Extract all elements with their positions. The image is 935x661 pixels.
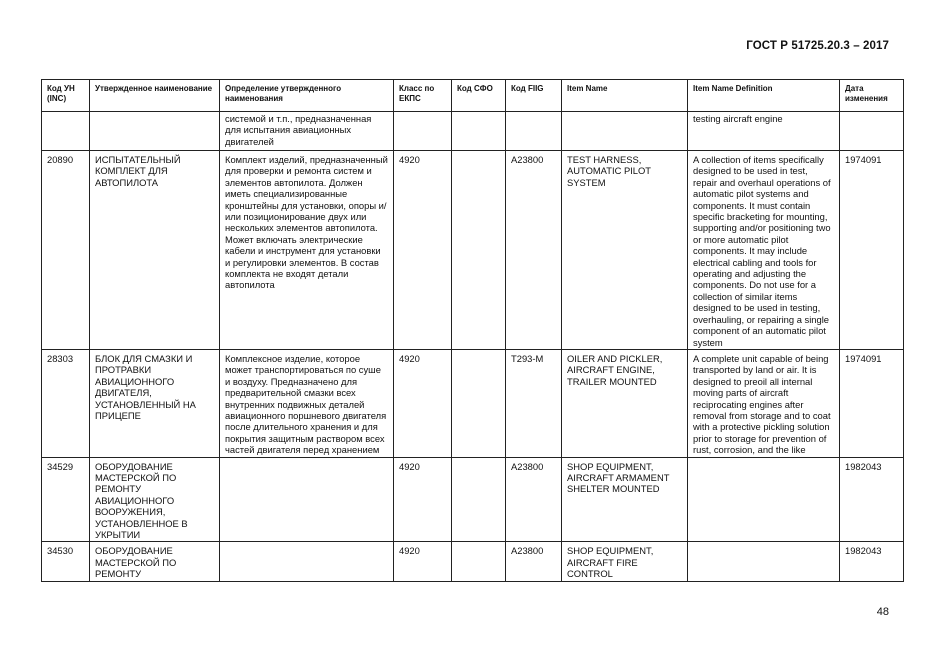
cell-name-ru — [90, 112, 220, 151]
cell-class: 4920 — [394, 349, 452, 457]
cell-class: 4920 — [394, 151, 452, 350]
column-header-sfo: Код СФО — [452, 80, 506, 112]
cell-date: 1982043 — [840, 542, 904, 581]
column-header-fiig: Код FIIG — [506, 80, 562, 112]
cell-item-definition: A collection of items specifically designed to be used in test, repair and overhaul operations of automatic pilot systems and components. It must contain specific bracketing for mounting, supporting and/or positioning two or more automatic pilot components. It may include electrical cabling and tools for operating and adjusting the components. Do not use for a collection of similar items designed to be used in testing, overhauling, or repairing a single component of an automatic pilot system — [688, 151, 840, 350]
table-row — [42, 349, 904, 457]
column-header-item-name: Item Name — [562, 80, 688, 112]
document-standard-header: ГОСТ Р 51725.20.3 – 2017 — [746, 40, 889, 52]
cell-name-ru: ИСПЫТАТЕЛЬНЫЙ КОМПЛЕКТ ДЛЯ АВТОПИЛОТА — [90, 151, 220, 350]
table-row — [42, 542, 904, 581]
cell-code: 34530 — [42, 542, 90, 581]
column-header-name-ru: Утвержденное наименование — [90, 80, 220, 112]
cell-fiig: A23800 — [506, 542, 562, 581]
cell-date: 1974091 — [840, 349, 904, 457]
cell-fiig: A23800 — [506, 457, 562, 542]
cell-fiig: T293-M — [506, 349, 562, 457]
cell-sfo — [452, 112, 506, 151]
cell-item-name: SHOP EQUIPMENT, AIRCRAFT FIRE CONTROL — [562, 542, 688, 581]
cell-sfo — [452, 349, 506, 457]
cell-code: 28303 — [42, 349, 90, 457]
column-header-class: Класс по ЕКПС — [394, 80, 452, 112]
cell-item-definition — [688, 542, 840, 581]
cell-item-name: SHOP EQUIPMENT, AIRCRAFT ARMAMENT SHELTER MOUNTED — [562, 457, 688, 542]
page-number: 48 — [876, 606, 889, 618]
cell-date — [840, 112, 904, 151]
items-table — [41, 79, 904, 582]
cell-definition-ru: Комплексное изделие, которое может транспортироваться по суше и воздуху. Предназначено для предварительной смазки всех внутренних подвижных деталей авиационного поршневого двигателя после длительного хранения и для покрытия защитным раствором всех частей двигателя перед хранением — [220, 349, 394, 457]
table-header-row — [42, 80, 904, 112]
cell-name-ru: ОБОРУДОВАНИЕ МАСТЕРСКОЙ ПО РЕМОНТУ — [90, 542, 220, 581]
cell-definition-ru — [220, 542, 394, 581]
cell-fiig — [506, 112, 562, 151]
column-header-item-definition: Item Name Definition — [688, 80, 840, 112]
cell-fiig: A23800 — [506, 151, 562, 350]
cell-class: 4920 — [394, 542, 452, 581]
table-row — [42, 151, 904, 350]
cell-code: 34529 — [42, 457, 90, 542]
column-header-date: Дата изменения — [840, 80, 904, 112]
cell-definition-ru: системой и т.п., предназначенная для испытания авиационных двигателей — [220, 112, 394, 151]
cell-item-definition: testing aircraft engine — [688, 112, 840, 151]
cell-sfo — [452, 151, 506, 350]
cell-name-ru: ОБОРУДОВАНИЕ МАСТЕРСКОЙ ПО РЕМОНТУ АВИАЦИОННОГО ВООРУЖЕНИЯ, УСТАНОВЛЕННОЕ В УКРЫТИИ — [90, 457, 220, 542]
cell-item-name — [562, 112, 688, 151]
cell-code — [42, 112, 90, 151]
cell-name-ru: БЛОК ДЛЯ СМАЗКИ И ПРОТРАВКИ АВИАЦИОННОГО ДВИГАТЕЛЯ, УСТАНОВЛЕННЫЙ НА ПРИЦЕПЕ — [90, 349, 220, 457]
column-header-definition-ru: Определение утвержденного наименования — [220, 80, 394, 112]
cell-item-definition — [688, 457, 840, 542]
cell-date: 1982043 — [840, 457, 904, 542]
cell-definition-ru: Комплект изделий, предназначенный для проверки и ремонта систем и элементов автопилота. Должен иметь специализированные кронштейны для установки, опоры и/или позиционирование двух или нескольких элементов автопилота. Может включать электрические кабели и инструмент для установки и регулировки элементов. В состав комплекта не входят детали автопилота — [220, 151, 394, 350]
table-row — [42, 457, 904, 542]
table-row — [42, 112, 904, 151]
cell-sfo — [452, 542, 506, 581]
cell-date: 1974091 — [840, 151, 904, 350]
cell-code: 20890 — [42, 151, 90, 350]
cell-item-name: OILER AND PICKLER, AIRCRAFT ENGINE, TRAILER MOUNTED — [562, 349, 688, 457]
cell-class: 4920 — [394, 457, 452, 542]
cell-sfo — [452, 457, 506, 542]
cell-item-name: TEST HARNESS, AUTOMATIC PILOT SYSTEM — [562, 151, 688, 350]
cell-item-definition: A complete unit capable of being transported by land or air. It is designed to preoil all internal moving parts of aircraft reciprocating engines after removal from storage and to coat with a protective pickling solution prior to storage for prevention of rust, corrosion, and the like — [688, 349, 840, 457]
cell-definition-ru — [220, 457, 394, 542]
column-header-code: Код УН (INC) — [42, 80, 90, 112]
cell-class — [394, 112, 452, 151]
